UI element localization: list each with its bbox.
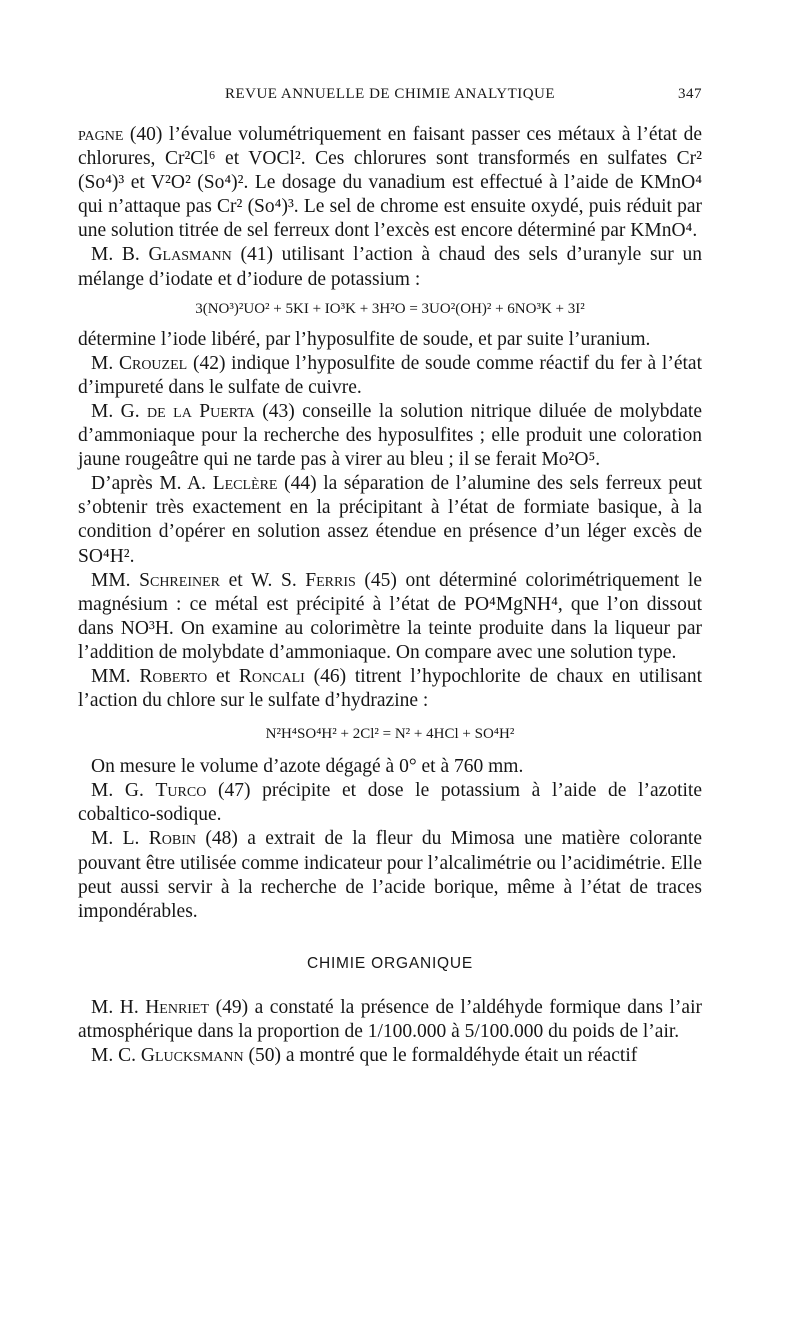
paragraph-henriet [78,996,702,1044]
paragraph-pagne [78,123,702,243]
paragraph-text: (50) a montré que le formaldéhyde était un réactif [243,1045,638,1066]
paragraph-text: (40) l’évalue volumétriquement en faisant passer ces métaux à l’état de chlorures, Cr²Cl⁶ et VOCl². Ces chlorures sont transformés en sulfates Cr² (So⁴)³ et V²O² (So⁴)². Le dosage du vanadium est effectué à l’aide de KMnO⁴ qui n’attaque pas Cr² (So⁴)³. Le sel de chrome est ensuite oxydé, puis réduit par une solution titrée de sel ferreux dont l’excès est encore déterminé par KMnO⁴. [78,124,702,242]
running-header [78,86,702,112]
author-name: Robin [148,828,196,850]
paragraph-azote-measure: On mesure le volume d’azote dégagé à 0° et à 760 mm. [91,756,524,778]
author-initials: M. C. [91,1045,141,1066]
author-initials: M. H. [91,996,146,1018]
author-name: Turco [155,780,207,802]
author-initials: MM. [91,665,140,687]
equation-hydrazine: N²H⁴SO⁴H² + 2Cl² = N² + 4HCl + SO⁴H² [265,726,515,743]
author-initials: MM. [91,569,140,591]
author-name: Glucksmann [140,1045,244,1066]
author-initials: M. B. [91,244,149,266]
paragraph-crouzel [78,352,702,400]
paragraph-text: (43) conseille la solution nitrique diluée de molybdate d’ammoniaque pour la recherche des hyposulfites ; elle produit une coloration jaune rougeâtre qui ne tarde pas à virer au bleu ; il se ferait Mo²O⁵. [78,400,703,471]
paragraph-glasmann [78,243,702,291]
author-initials: M. L. [91,828,149,850]
paragraph-text: (48) a extrait de la fleur du Mimosa une matière colorante pouvant être utilisée comme indicateur pour l’alcalimétrie ou l’acidimétrie. Elle peut aussi servir à la recherche de l’acide borique, même à l’état de traces impondérables. [78,828,702,922]
article-body [78,123,702,1068]
section-heading: CHIMIE ORGANIQUE [306,954,474,972]
paragraph-text: (46) titrent l’hypochlorite de chaux en utilisant l’action du chlore sur le sulfate d’hydrazine : [78,665,702,712]
author-name: Schreiner [139,569,220,591]
author-name: Henriet [145,996,210,1018]
paragraph-text: (49) a constaté la présence de l’aldéhyde formique dans l’air atmosphérique dans la proportion de 1/100.000 à 5/100.000 du poids de l’air. [78,996,702,1042]
author-separator: et W. S. [220,569,306,591]
paragraph-puerta [78,400,702,472]
author-initials: M. [91,352,119,374]
journal-title: REVUE ANNUELLE DE CHIMIE ANALYTIQUE [224,86,556,102]
paragraph-turco [78,779,702,827]
author-name-2: Ferris [305,569,356,591]
page-number: 347 [678,86,702,102]
paragraph-text: (42) indique l’hyposulfite de soude comme réactif du fer à l’état d’impureté dans le sulfate de cuivre. [78,352,702,398]
author-initials: D’après M. A. [91,473,213,495]
paragraph-glucksmann [78,1044,702,1068]
paragraph-text: (41) utilisant l’action à chaud des sels d’uranyle sur un mélange d’iodate et d’iodure de potassium : [78,244,702,290]
author-separator: et [207,665,239,687]
author-name: Glasmann [148,244,232,266]
author-name: Roberto [139,665,208,687]
paragraph-text: (44) la séparation de l’alumine des sels ferreux peut s’obtenir très exactement en la précipitant à l’état de formiate basique, à la condition d’opérer en solution assez étendue en présence d’un léger excès de SO⁴H². [78,473,702,567]
author-name: Leclère [212,473,278,495]
paragraph-robin [78,827,702,923]
paragraph-uranium-result: détermine l’iode libéré, par l’hyposulfite de soude, et par suite l’uranium. [78,328,651,350]
equation-uranyl: 3(NO³)²UO² + 5KI + IO³K + 3H²O = 3UO²(OH)² + 6NO³K + 3I² [195,300,585,317]
paragraph-text: (45) ont déterminé colorimétriquement le magnésium : ce métal est précipité à l’état de PO⁴MgNH⁴, que l’on dissout dans NO³H. On examine au colorimètre la teinte produite dans la liqueur par l’addition de molybdate d’ammoniaque. On compare avec une solution type. [78,569,702,663]
paragraph-roberto-roncali [78,665,702,713]
paragraph-schreiner-ferris [78,569,702,665]
paragraph-text: (47) précipite et dose le potassium à l’aide de l’azotite cobaltico-sodique. [78,780,702,826]
paragraph-leclere [78,472,702,568]
author-initials: M. G. [91,400,148,422]
author-name: Crouzel [118,352,188,374]
author-initials: M. G. [91,780,156,802]
author-name: pagne [78,124,124,145]
author-name-2: Roncali [238,665,305,687]
author-name: de la Puerta [147,400,255,422]
